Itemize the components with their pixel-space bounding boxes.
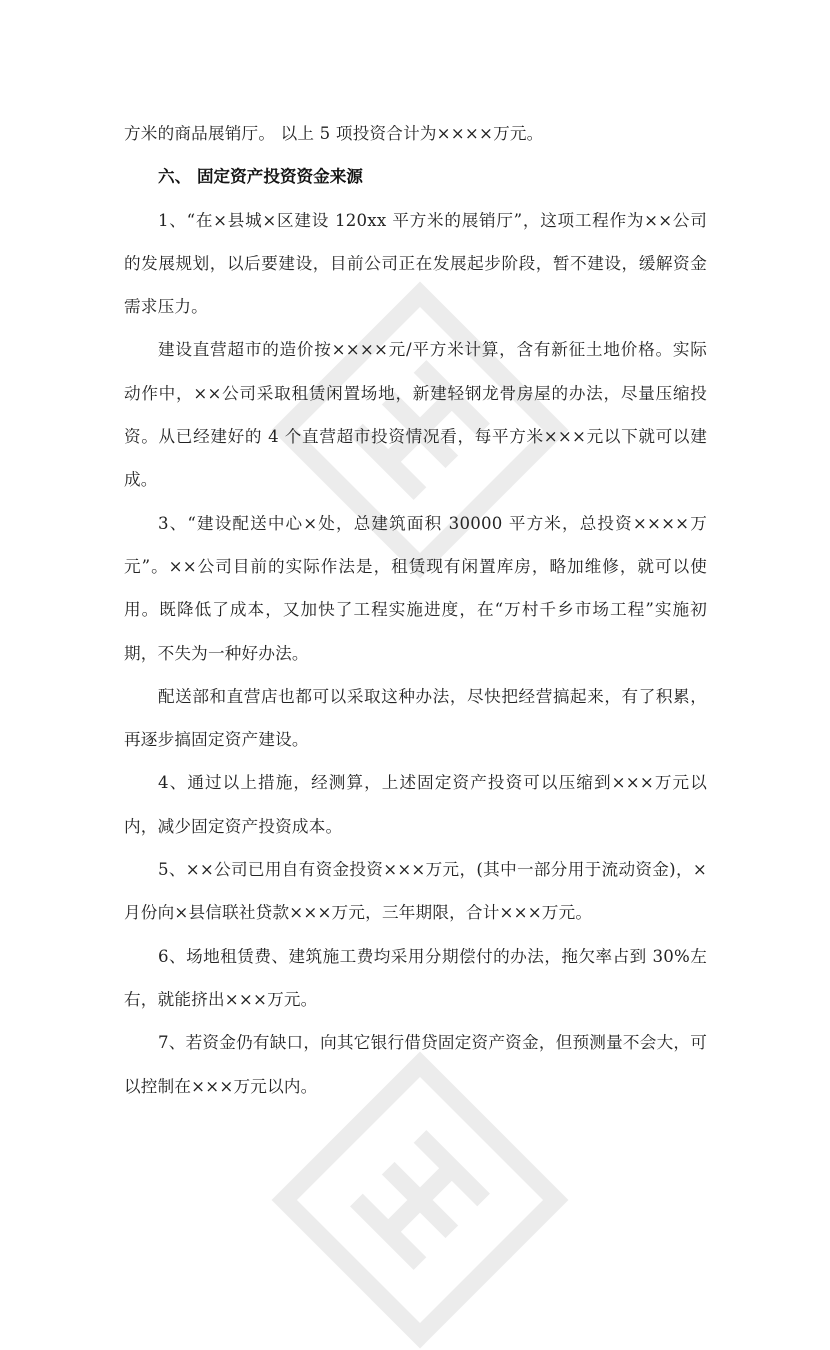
paragraph-item-5: 5、××公司已用自有资金投资×××万元，(其中一部分用于流动资金)，×月份向×县信联社贷款×××万元，三年期限，合计×××万元。 <box>124 860 707 923</box>
paragraph-supermarket-cost: 建设直营超市的造价按××××元/平方米计算，含有新征土地价格。实际动作中，××公司采取租赁闲置场地，新建轻钢龙骨房屋的办法，尽量压缩投资。从已经建好的 4 个直营超市投资情况看，每平方米×××元以下就可以建成。 <box>124 340 707 490</box>
section-heading: 六、 固定资产投资资金来源 <box>158 166 363 187</box>
paragraph-distribution: 配送部和直营店也都可以采取这种办法，尽快把经营搞起来，有了积累，再逐步搞固定资产建设。 <box>124 686 707 750</box>
paragraph-item-7: 7、若资金仍有缺口，向其它银行借贷固定资产资金，但预测量不会大，可以控制在×××万元以内。 <box>124 1033 707 1096</box>
paragraph-item-1: 1、“在×县城×区建设 120xx 平方米的展销厅”，这项工程作为××公司的发展规划，以后要建设，目前公司正在发展起步阶段，暂不建设，缓解资金需求压力。 <box>124 210 707 317</box>
document-page <box>124 112 707 1108</box>
paragraph-item-3: 3、“建设配送中心×处，总建筑面积 30000 平方米，总投资××××万元”。××公司目前的实际作法是，租赁现有闲置库房，略加维修，就可以使用。既降低了成本，又加快了工程实施进度，在“万村千乡市场工程”实施初期，不失为一种好办法。 <box>124 513 707 663</box>
paragraph-item-4: 4、通过以上措施，经测算，上述固定资产投资可以压缩到×××万元以内，减少固定资产投资成本。 <box>124 773 707 836</box>
paragraph-continuation: 方米的商品展销厅。 以上 5 项投资合计为××××万元。 <box>124 124 544 143</box>
paragraph-item-6: 6、场地租赁费、建筑施工费均采用分期偿付的办法，拖欠率占到 30%左右，就能挤出×××万元。 <box>124 946 707 1009</box>
